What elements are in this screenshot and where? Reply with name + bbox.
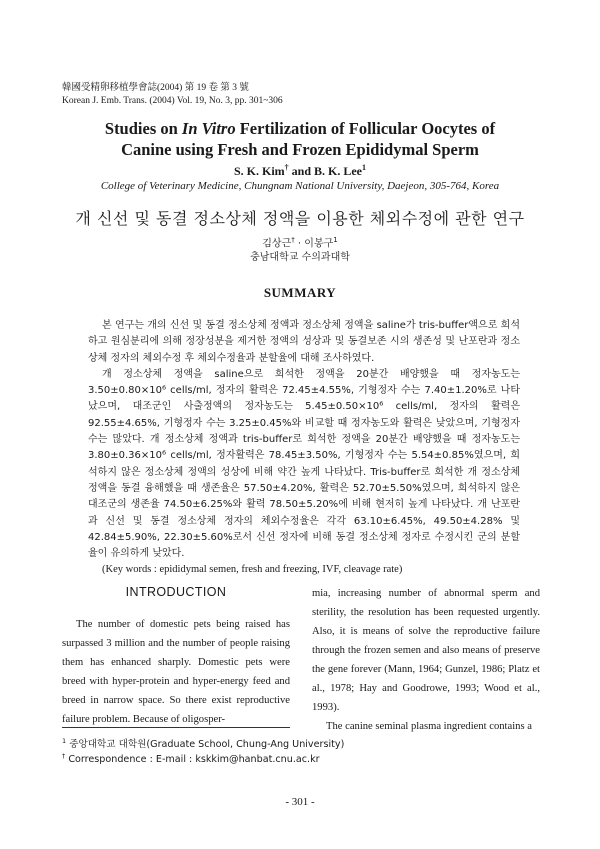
intro-paragraph-left: The number of domestic pets being raised has surpassed 3 million and the number of people raising them has enhanced sharply. Domestic pets were breed with hyper-protein and hyper-energy feed and breed in narrow space. So there exist reproductive failure problem. Because of oligosper- bbox=[62, 619, 290, 725]
paper-title-line-1 bbox=[60, 118, 540, 140]
korean-author-line bbox=[60, 234, 540, 250]
author-line bbox=[60, 160, 540, 179]
footnote-2 bbox=[62, 750, 320, 766]
right-column bbox=[312, 584, 540, 736]
page-number: - 301 - bbox=[285, 796, 315, 808]
korean-author-2-mark: 1 bbox=[333, 236, 338, 244]
intro-paragraph-right-2: The canine seminal plasma ingredient contains a bbox=[326, 721, 532, 732]
author-1: S. K. Kim bbox=[233, 164, 285, 178]
footnote-2-text: Correspondence : E-mail : kskkim@hanbat.cnu.ac.kr bbox=[68, 754, 320, 766]
author-separator: and bbox=[288, 164, 315, 178]
author-2-mark: 1 bbox=[362, 163, 367, 172]
introduction-heading: INTRODUCTION bbox=[125, 585, 227, 599]
korean-author-1: 김상근 bbox=[262, 238, 292, 250]
korean-title: 개 신선 및 동결 정소상체 정액을 이용한 체외수정에 관한 연구 bbox=[75, 209, 525, 228]
korean-affiliation: 충남대학교 수의과대학 bbox=[250, 252, 350, 263]
footnote-2-mark: † bbox=[62, 752, 66, 760]
title-text-post: Fertilization of Follicular Oocytes of bbox=[235, 119, 496, 138]
summary-paragraph-2: 개 정소상체 정액을 saline으로 희석한 정액을 20분간 배양했을 때 정자농도는 3.50±0.80×10⁶ cells/ml, 정자의 활력은 72.45±4.55%, 기형정자 수는 7.40±1.20%로 나타났으며, 대조군인 사출정액의 정자농도는 5.45±0.50×10⁶ cells/ml, 정자의 활력은 92.55±4.65%, 기형정자 수는 3.25±0.45%와 비교할 때 정자농도와 활력은 낮았으며, 기형정자 수는 많았다. 개 정소상체 정액과 tris-buffer로 희석한 정액을 20분간 배양했을 때 정자농도는 3.80±0.36×10⁶ cells/ml, 정자활력은 78.45±3.50%, 기형정자 수는 5.54±0.85%였으며, 희석하지 않은 정소상체 정액의 성상에 비해 약간 높게 나타났다. Tris-buffer로 희석한 개 정소상체 정액을 동결 융해했을 때 생존율은 57.50±4.20%, 활력은 52.70±5.50%였으며, 희석하지 않은 대조군의 생존율 74.50±6.25%와 활력 78.50±5.20%에 비해 현저히 높게 나타났다. 개 난포란과 신선 및 동결 정소상체 정자의 체외수정율은 각각 63.10±6.45%, 49.50±4.28% 및 42.84±5.90%, 22.30±5.60%로서 신선 정자에 비해 동결 정소상체 정자로 수정시킨 군의 분할율이 유의하게 낮았다. bbox=[88, 368, 520, 560]
summary-paragraph-1: 본 연구는 개의 신선 및 동결 정소상체 정액과 정소상체 정액을 saline가 tris-buffer액으로 희석하고 원심분리에 의해 정장성분을 제거한 정액의 성상과 및 동결보존 시의 생존성 및 난포란과 정소상체 정자의 체외수정 후 체외수정율과 분할율에 대해 조사하였다. bbox=[88, 320, 520, 364]
keywords: (Key words : epididymal semen, fresh and freezing, IVF, cleavage rate) bbox=[102, 564, 403, 576]
affiliation: College of Veterinary Medicine, Chungnam National University, Daejeon, 305-764, Korea bbox=[100, 180, 500, 192]
paper-title-line-2: Canine using Fresh and Frozen Epididymal Sperm bbox=[121, 140, 479, 159]
author-2: B. K. Lee bbox=[314, 164, 363, 178]
summary-body bbox=[88, 318, 520, 579]
journal-header-korean: 韓國受精卵移植學會誌(2004) 第 19 卷 第 3 號 bbox=[62, 83, 249, 93]
korean-author-1-mark: † bbox=[291, 236, 295, 244]
author-1-mark: † bbox=[284, 163, 289, 172]
intro-paragraph-right-continued: mia, increasing number of abnormal sperm and sterility, the resolution has been requested urgently. Also, it is means of solve the reproductive failure through the frozen semen and also means of preserve the gene forever (Mann, 1964; Gunzel, 1986; Platz et al., 1978; Hay and Goodrowe, 1993; Wood et al., 1993). bbox=[312, 588, 540, 713]
journal-header-english: Korean J. Emb. Trans. (2004) Vol. 19, No. 3, pp. 301~306 bbox=[62, 96, 283, 106]
footnote-1 bbox=[62, 735, 344, 751]
footnote-1-mark: 1 bbox=[62, 737, 67, 745]
footnote-divider bbox=[62, 727, 290, 728]
title-text-italic: In Vitro bbox=[181, 119, 236, 138]
footnote-1-text: 중앙대학교 대학원(Graduate School, Chung-Ang University) bbox=[69, 739, 345, 751]
left-column bbox=[62, 584, 290, 729]
korean-author-2: 이봉구 bbox=[304, 238, 334, 250]
summary-heading: SUMMARY bbox=[263, 285, 337, 300]
title-text-pre: Studies on bbox=[104, 119, 182, 138]
korean-author-separator: · bbox=[294, 238, 305, 250]
